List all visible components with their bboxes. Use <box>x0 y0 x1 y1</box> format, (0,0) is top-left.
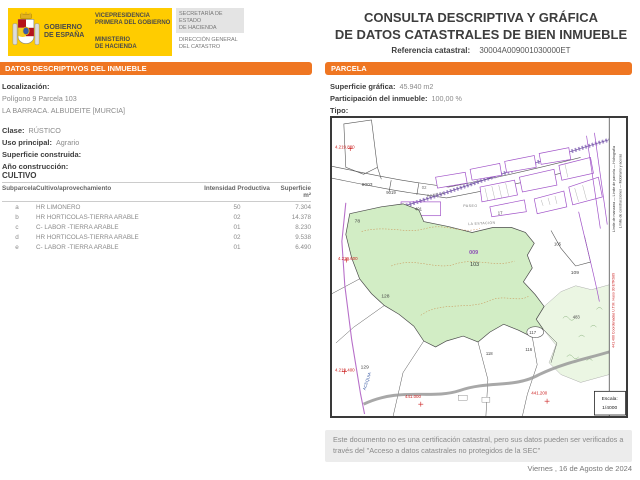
parcel-number: 118 <box>485 350 493 356</box>
uso-row <box>2 138 310 147</box>
government-header <box>8 8 244 56</box>
scale-value: 1/4000 <box>602 406 618 412</box>
street-name: PASEO <box>463 203 478 208</box>
datos-descriptivos <box>2 82 310 174</box>
col-intensidad: Intensidad Productiva <box>204 185 270 192</box>
coord-label: 441.000 <box>405 394 421 400</box>
street-name: RAMBLA <box>426 191 445 199</box>
gobierno-line2: DE ESPAÑA <box>44 32 85 39</box>
parcel-number: 483 <box>572 314 580 320</box>
coord-label: 4.219.600 <box>337 256 358 262</box>
table-row: c C- LABOR -TIERRA ARABLE 01 8.230 <box>15 223 311 231</box>
disclaimer-box: Este documento no es una certificación catastral, pero sus datos pueden ser verificados a través del "Acceso a datos catastrales no protegidos de la SEC" <box>325 430 632 462</box>
coord-label: 4.219.400 <box>334 367 355 373</box>
participacion-value: 100,00 % <box>431 94 462 103</box>
table-row: b HR HORTICOLAS-TIERRA ARABLE 02 14.378 <box>15 213 311 221</box>
street-name: LA ESTACIÓN <box>468 220 496 227</box>
anio-construccion-label: Año construcción: <box>2 162 69 171</box>
table-row: a HR LIMONERO 50 7.304 <box>15 203 311 211</box>
direccion-general-label: DIRECCIÓN GENERAL DEL CATASTRO <box>179 37 238 50</box>
anio-construccion-row <box>2 162 310 171</box>
clase-label: Clase: <box>2 126 25 135</box>
legend-text: Límite de construcciones — Mobiliario y aceras <box>618 153 623 229</box>
uso-label: Uso principal: <box>2 138 53 147</box>
ministry-labels <box>95 13 171 51</box>
cultivo-title: CULTIVO <box>2 171 37 180</box>
subparcel-number: 02 <box>421 185 427 191</box>
cultivo-table <box>2 182 311 253</box>
legend-text: Límite de manzana — Límite de parcela — Hidrografía <box>612 146 617 233</box>
superficie-grafica-label: Superficie gráfica: <box>330 82 396 91</box>
title-line2: DE DATOS CATASTRALES DE BIEN INMUEBLE <box>334 26 628 42</box>
superficie-grafica-value: 45.940 m2 <box>399 82 434 91</box>
col-subparcela: Subparcela <box>2 185 36 192</box>
parcel-number: 105 <box>553 241 562 247</box>
utm-coordinates-note: 441.400 Coordenadas U.T.M. Huso 30 ETRS89 <box>611 272 616 348</box>
vicepresidencia-label: VICEPRESIDENCIA PRIMERA DEL GOBIERNO <box>95 13 171 26</box>
parcela-section-header: PARCELA <box>325 62 632 75</box>
localizacion-line2: LA BARRACA. ALBUDEITE [MURCIA] <box>2 106 126 115</box>
parcel-number: 109 <box>570 270 579 276</box>
coord-label: 4.219.800 <box>334 144 355 150</box>
referencia-label: Referencia catastral: <box>391 46 471 55</box>
document-date: Viernes , 16 de Agosto de 2024 <box>527 464 632 473</box>
cadastral-map-frame <box>330 116 628 418</box>
subject-parcel-number: 103 <box>470 262 480 269</box>
scale-label: Escala: <box>601 397 618 403</box>
parcel-number: 17 <box>497 210 503 216</box>
tipo-row <box>330 106 462 115</box>
superficie-construida-label: Superficie construida: <box>2 150 82 159</box>
superficie-construida-row <box>2 150 310 159</box>
cadastral-map <box>332 118 626 416</box>
parcel-number: 401 <box>414 206 422 212</box>
gobierno-de-espana-label <box>44 24 90 41</box>
coord-label: 441.200 <box>531 390 548 396</box>
table-row: e C- LABOR -TIERRA ARABLE 01 6.490 <box>15 244 311 252</box>
table-row: d HR HORTICOLAS-TIERRA ARABLE 02 9.538 <box>15 234 311 242</box>
cultivo-header-row <box>2 182 311 202</box>
parcel-number: 129 <box>360 365 369 371</box>
clase-row <box>2 126 310 135</box>
parcela-info <box>330 82 462 118</box>
clase-value: RÚSTICO <box>28 126 61 135</box>
localizacion-line1: Polígono 9 Parcela 103 <box>2 94 77 103</box>
ministerio-label: MINISTERIO DE HACIENDA <box>95 37 137 51</box>
participacion-row <box>330 94 462 103</box>
col-cultivo: Cultivo/aprovechamiento <box>36 185 112 192</box>
spain-coat-of-arms-icon <box>11 11 41 53</box>
parcel-number: 78 <box>354 219 361 225</box>
referencia-value: 30004A009001030000ET <box>479 46 571 55</box>
gobierno-line1: GOBIERNO <box>44 23 83 31</box>
localizacion-label: Localización: <box>2 82 50 91</box>
polygon-number: 009 <box>469 250 479 257</box>
document-title <box>330 10 632 44</box>
parcel-number: 9003 <box>361 183 373 189</box>
referencia-catastral <box>330 46 632 55</box>
parcel-number: 117 <box>529 330 537 336</box>
parcel-number: 116 <box>525 346 533 352</box>
col-superficie: Superficie m² <box>280 185 311 199</box>
secretaria-estado-label: SECRETARÍA DE ESTADO DE HACIENDA <box>176 8 244 33</box>
secretaria-column <box>176 8 244 56</box>
tipo-label: Tipo: <box>330 106 349 115</box>
scale-box <box>594 391 625 415</box>
datos-section-header: DATOS DESCRIPTIVOS DEL INMUEBLE <box>0 62 312 75</box>
gov-yellow-band <box>8 8 172 56</box>
superficie-grafica-row <box>330 82 462 91</box>
waterway-name: ACEQUIA <box>361 371 373 391</box>
parcel-number: 128 <box>381 294 390 300</box>
parcel-number: 9019 <box>386 189 396 195</box>
title-line1: CONSULTA DESCRIPTIVA Y GRÁFICA <box>363 10 598 25</box>
participacion-label: Participación del inmueble: <box>330 94 428 103</box>
uso-value: Agrario <box>56 138 80 147</box>
